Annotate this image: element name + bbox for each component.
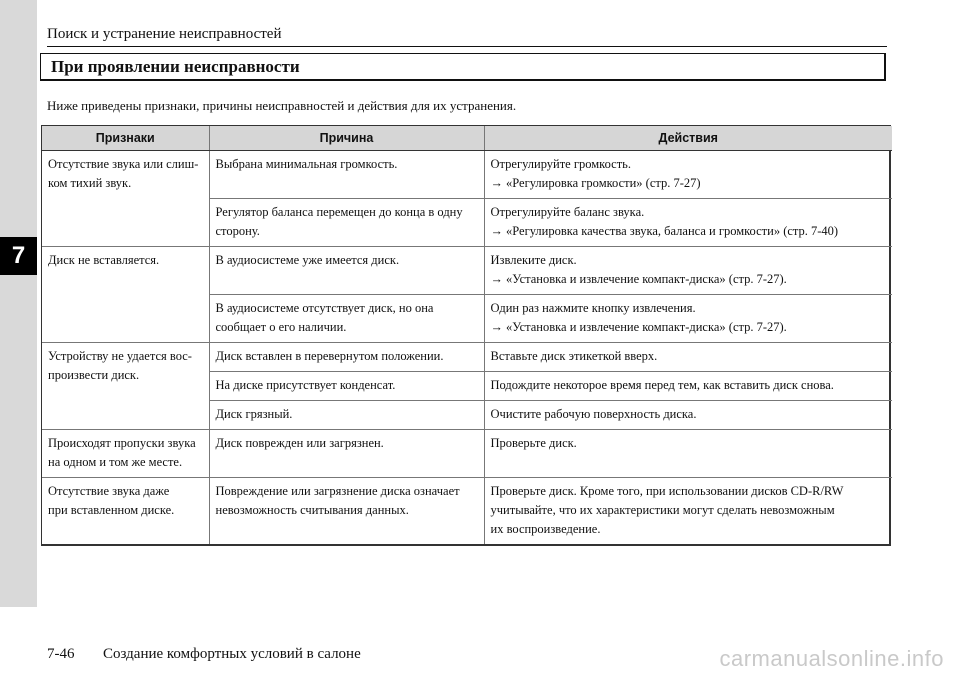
cause-text: В аудиосистеме уже имеется диск. [215, 253, 400, 267]
action-text: Проверьте диск. Кроме того, при использовании дисков CD-R/RW учитывайте, что их характеристики могут сделать невозможным их воспроизведение. [490, 484, 844, 536]
action-text: Проверьте диск. [490, 436, 577, 450]
cause-text: Регулятор баланса перемещен до конца в одну сторону. [215, 205, 463, 238]
action-text: Извлеките диск. [490, 253, 577, 267]
arrow-right-icon: → [490, 320, 503, 334]
action-cell [484, 343, 892, 372]
cause-text: Диск грязный. [215, 407, 293, 421]
action-cell [484, 430, 892, 478]
page-reference [491, 222, 888, 241]
symptom-cell [42, 478, 209, 545]
header-cause: Причина [209, 126, 484, 151]
reference-text: «Регулировка качества звука, баланса и громкости» (стр. 7-40) [506, 224, 839, 238]
page-number: 7-46 [47, 646, 75, 662]
cause-cell [209, 343, 484, 372]
cause-cell [209, 199, 484, 247]
action-text: Вставьте диск этикеткой вверх. [490, 349, 658, 363]
table-row [42, 343, 892, 372]
section-title: При проявлении неисправности [51, 56, 300, 76]
symptom-text: Отсутствие звука или слиш- ком тихий звук. [48, 157, 199, 190]
symptom-cell [42, 151, 209, 247]
reference-text: «Регулировка громкости» (стр. 7-27) [506, 176, 701, 190]
cause-text: На диске присутствует конденсат. [215, 378, 396, 392]
reference-text: «Установка и извлечение компакт-диска» (стр. 7-27). [506, 320, 787, 334]
cause-cell [209, 478, 484, 545]
page-reference [491, 174, 888, 193]
symptom-text: Устройству не удается вос- произвести диск. [48, 349, 192, 382]
arrow-right-icon: → [490, 224, 503, 238]
symptom-cell [42, 430, 209, 478]
cause-cell [209, 430, 484, 478]
table-header-row [42, 126, 892, 151]
symptom-cell [42, 247, 209, 343]
table-row [42, 430, 892, 478]
action-cell [484, 199, 892, 247]
action-cell [484, 401, 892, 430]
intro-text: Ниже приведены признаки, причины неисправностей и действия для их устранения. [47, 98, 517, 113]
cause-cell [209, 401, 484, 430]
troubleshooting-table [41, 125, 891, 546]
running-head: Поиск и устранение неисправностей [47, 26, 282, 42]
chapter-tab: 7 [0, 237, 37, 275]
action-text: Отрегулируйте громкость. [490, 157, 631, 171]
table-row [42, 478, 892, 545]
cause-cell [209, 295, 484, 343]
action-text: Отрегулируйте баланс звука. [490, 205, 645, 219]
symptom-text: Диск не вставляется. [48, 253, 160, 267]
cause-text: Диск поврежден или загрязнен. [215, 436, 384, 450]
action-text: Очистите рабочую поверхность диска. [490, 407, 697, 421]
section-title-box [40, 53, 886, 81]
symptom-text: Происходят пропуски звука на одном и том же месте. [48, 436, 196, 469]
action-cell [484, 295, 892, 343]
action-cell [484, 478, 892, 545]
cause-text: Повреждение или загрязнение диска означает невозможность считывания данных. [215, 484, 460, 517]
cause-cell [209, 247, 484, 295]
arrow-right-icon: → [490, 176, 503, 190]
symptom-text: Отсутствие звука даже при вставленном диске. [48, 484, 175, 517]
symptom-cell [42, 343, 209, 430]
arrow-right-icon: → [490, 272, 503, 286]
cause-cell [209, 151, 484, 199]
header-symptoms: Признаки [42, 126, 209, 151]
side-band [0, 0, 37, 607]
cause-text: В аудиосистеме отсутствует диск, но она сообщает о его наличии. [215, 301, 434, 334]
table-row [42, 151, 892, 199]
chapter-title: Создание комфортных условий в салоне [103, 646, 361, 662]
reference-text: «Установка и извлечение компакт-диска» (стр. 7-27). [506, 272, 787, 286]
header-actions: Действия [484, 126, 892, 151]
action-cell [484, 372, 892, 401]
action-text: Подождите некоторое время перед тем, как вставить диск снова. [490, 378, 834, 392]
watermark: carmanualsonline.info [719, 646, 944, 671]
action-text: Один раз нажмите кнопку извлечения. [490, 301, 696, 315]
cause-cell [209, 372, 484, 401]
table-row [42, 247, 892, 295]
action-cell [484, 151, 892, 199]
action-cell [484, 247, 892, 295]
cause-text: Диск вставлен в перевернутом положении. [215, 349, 444, 363]
header-rule [47, 46, 887, 47]
cause-text: Выбрана минимальная громкость. [215, 157, 398, 171]
page-reference [491, 318, 888, 337]
page-reference [491, 270, 888, 289]
